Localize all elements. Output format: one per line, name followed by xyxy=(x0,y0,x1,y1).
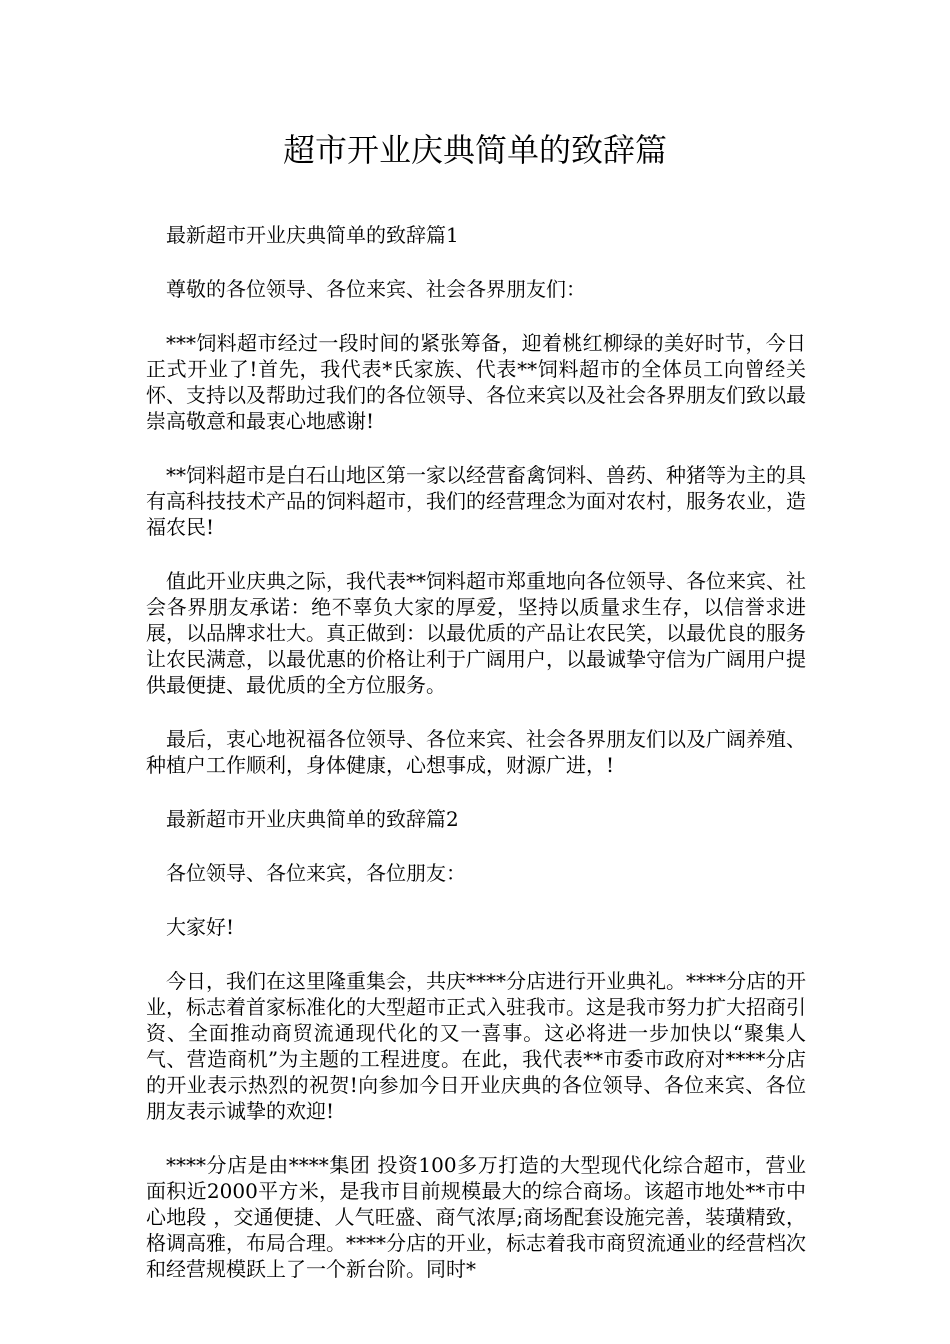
paragraph: ***饲料超市经过一段时间的紧张筹备，迎着桃红柳绿的美好时节，今日正式开业了!首先，我代表*氏家族、代表**饲料超市的全体员工向曾经关怀、支持以及帮助过我们的各位领导、各位来宾以及社会各界朋友们致以最崇高敬意和最衷心地感谢! xyxy=(146,331,806,433)
salutation: 各位领导、各位来宾，各位朋友： xyxy=(166,861,466,885)
document-body xyxy=(146,222,806,1310)
paragraph: 值此开业庆典之际，我代表**饲料超市郑重地向各位领导、各位来宾、社会各界朋友承诺：绝不辜负大家的厚爱，坚持以质量求生存，以信誉求进展，以品牌求壮大。真正做到：以最优质的产品让农民笑，以最优良的服务让农民满意，以最优惠的价格让利于广阔用户，以最诚挚守信为广阔用户提供最便捷、最优质的全方位服务。 xyxy=(146,569,806,697)
paragraph: ****分店是由****集团 投资100多万打造的大型现代化综合超市，营业面积近2000平方米，是我市目前规模最大的综合商场。该超市地处**市中心地段 ，交通便捷、人气旺盛、商气浓厚;商场配套设施完善，装璜精致，格调高雅，布局合理。****分店的开业，标志着我市商贸流通业的经营档次和经营规模跃上了一个新台阶。同时* xyxy=(146,1153,806,1281)
section-heading: 最新超市开业庆典简单的致辞篇2 xyxy=(166,807,459,831)
paragraph: 最后，衷心地祝福各位领导、各位来宾、社会各界朋友们以及广阔养殖、种植户工作顺利，身体健康，心想事成，财源广进，! xyxy=(146,727,806,777)
greeting: 大家好! xyxy=(166,915,235,939)
section-heading: 最新超市开业庆典简单的致辞篇1 xyxy=(166,223,459,247)
salutation: 尊敬的各位领导、各位来宾、社会各界朋友们： xyxy=(166,277,586,301)
paragraph: **饲料超市是白石山地区第一家以经营畜禽饲料、兽药、种猪等为主的具有高科技技术产品的饲料超市，我们的经营理念为面对农村，服务农业，造福农民! xyxy=(146,463,806,539)
paragraph: 今日，我们在这里隆重集会，共庆****分店进行开业典礼。****分店的开业，标志着首家标准化的大型超市正式入驻我市。这是我市努力扩大招商引资、全面推动商贸流通现代化的又一喜事。这必将进一步加快以“聚集人气、营造商机”为主题的工程进度。在此，我代表**市委市政府对****分店 的开业表示热烈的祝贺!向参加今日开业庆典的各位领导、各位来宾、各位朋友表示诚挚的欢迎! xyxy=(146,969,806,1123)
document-title: 超市开业庆典简单的致辞篇 xyxy=(282,131,667,169)
